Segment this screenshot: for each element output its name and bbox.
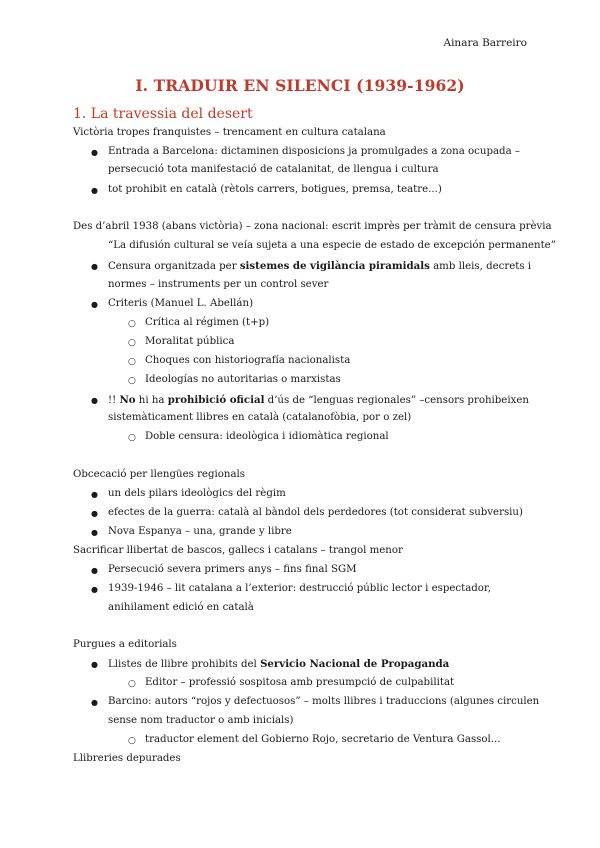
bold-text: Servicio Nacional de Propaganda xyxy=(260,658,450,670)
sub-list-item: Choques con historiografía nacionalista xyxy=(145,355,351,366)
sub-list-item: Crítica al régimen (t+p) xyxy=(145,317,270,328)
bullet-disc: ● xyxy=(91,566,98,575)
list-item: efectes de la guerra: català al bàndol dels perdedores (tot considerat subversiu) xyxy=(108,507,523,518)
quote-line: “La difusión cultural se veía sujeta a una especie de estado de excepción permanente” xyxy=(108,240,556,251)
list-item: persecució tota manifestació de catalanitat, de llengua i cultura xyxy=(108,164,439,175)
paragraph-line: Purgues a editorials xyxy=(73,639,177,650)
list-item: anihilament edició en català xyxy=(108,602,254,613)
list-item: Entrada a Barcelona: dictaminen disposicions ja promulgades a zona ocupada – xyxy=(108,146,520,157)
bullet-circle: ○ xyxy=(128,736,136,746)
sub-list-item: Moralitat pública xyxy=(145,336,235,347)
bullet-disc: ● xyxy=(91,148,98,157)
page-title: I. TRADUIR EN SILENCI (1939-1962) xyxy=(135,76,465,95)
paragraph-line: Obcecació per llengües regionals xyxy=(73,469,245,480)
paragraph-line: Victòria tropes franquistes – trencament en cultura catalana xyxy=(73,127,386,138)
bullet-circle: ○ xyxy=(128,679,136,689)
bullet-disc: ● xyxy=(91,300,98,309)
bullet-disc: ● xyxy=(91,698,98,707)
list-item: Criteris (Manuel L. Abellán) xyxy=(108,298,254,309)
list-item: 1939-1946 – lit catalana a l’exterior: destrucció públic lector i espectador, xyxy=(108,583,491,594)
text-run: hi ha xyxy=(135,395,168,406)
section-heading: 1. La travessia del desert xyxy=(73,106,253,122)
list-item: Nova Espanya – una, grande y libre xyxy=(108,526,292,537)
bullet-circle: ○ xyxy=(128,319,136,329)
bullet-circle: ○ xyxy=(128,357,136,367)
bold-text: sistemes de vigilància piramidals xyxy=(239,260,430,272)
sub-list-item: traductor element del Gobierno Rojo, secretario de Ventura Gassol... xyxy=(145,734,501,745)
sub-list-item: Editor – professió sospitosa amb presumpció de culpabilitat xyxy=(145,677,455,688)
bullet-disc: ● xyxy=(91,262,98,271)
paragraph-line: Sacrificar llibertat de bascos, gallecs i catalans – trangol menor xyxy=(73,545,403,556)
list-item: normes – instruments per un control sever xyxy=(108,279,329,290)
sub-list-item: Doble censura: ideològica i idiomàtica regional xyxy=(145,431,389,442)
bullet-circle: ○ xyxy=(128,376,136,386)
bold-text: No xyxy=(119,394,136,406)
list-item: Persecució severa primers anys – fins final SGM xyxy=(108,564,357,575)
text-run: d’ús de “lenguas regionales” –censors prohibeixen xyxy=(264,395,529,406)
list-item: sense nom traductor o amb inicials) xyxy=(108,715,294,726)
bullet-disc: ● xyxy=(91,186,98,195)
list-item: sistemàticament llibres en català (catalanofòbia, por o zel) xyxy=(108,412,412,423)
list-item xyxy=(108,259,531,274)
sub-list-item: Ideologías no autoritarias o marxistas xyxy=(145,374,341,385)
bullet-circle: ○ xyxy=(128,338,136,348)
author-name: Ainara Barreiro xyxy=(443,37,527,49)
list-item: un dels pilars ideològics del règim xyxy=(108,488,286,499)
bullet-disc: ● xyxy=(91,396,98,405)
paragraph-line: Llibreries depurades xyxy=(73,753,181,764)
bullet-disc: ● xyxy=(91,509,98,518)
bullet-disc: ● xyxy=(91,585,98,594)
text-run: Censura organitzada per xyxy=(108,261,240,272)
list-item xyxy=(108,657,449,672)
list-item xyxy=(108,393,529,408)
text-run: amb lleis, decrets i xyxy=(429,261,532,272)
bold-text: prohibició oficial xyxy=(167,394,265,406)
list-item: tot prohibit en català (rètols carrers, botigues, premsa, teatre...) xyxy=(108,184,442,195)
text-run: !! xyxy=(108,395,120,406)
paragraph-line: Des d’abril 1938 (abans victòria) – zona nacional: escrit imprès per tràmit de censura prèvia xyxy=(73,221,552,232)
text-run: Llistes de llibre prohibits del xyxy=(108,659,261,670)
list-item: Barcino: autors “rojos y defectuosos” – molts llibres i traduccions (algunes circulen xyxy=(108,696,540,707)
bullet-disc: ● xyxy=(91,490,98,499)
bullet-disc: ● xyxy=(91,660,98,669)
bullet-disc: ● xyxy=(91,528,98,537)
bullet-circle: ○ xyxy=(128,433,136,443)
